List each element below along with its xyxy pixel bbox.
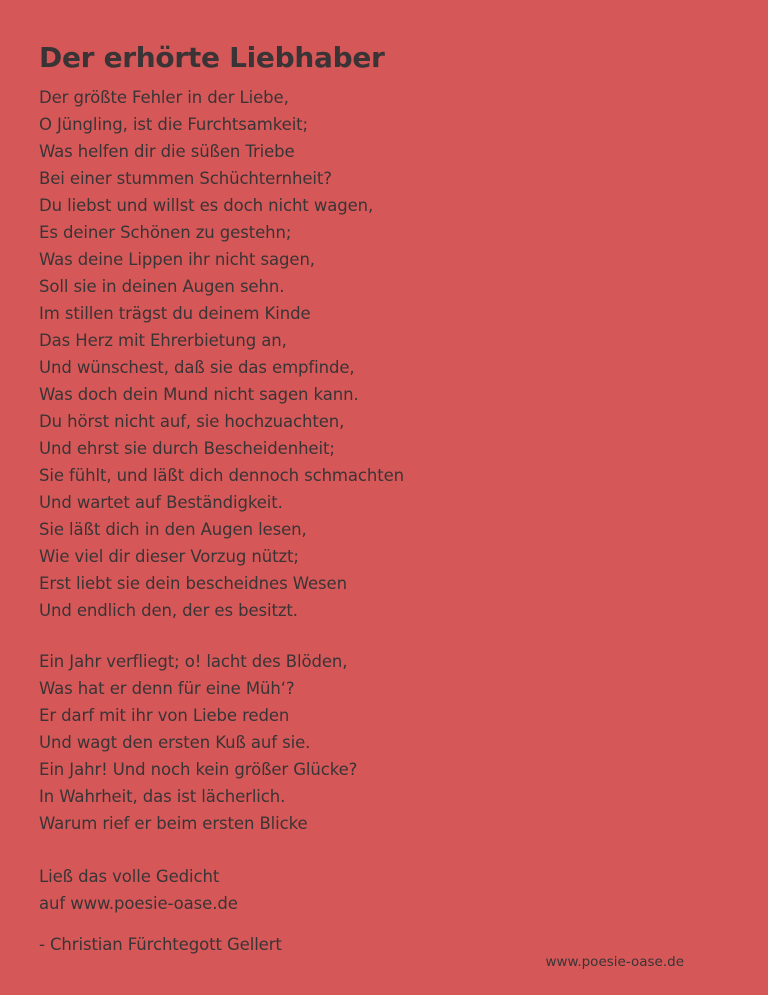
poem-line: Und wartet auf Beständigkeit. (39, 493, 283, 512)
poem-line: Erst liebt sie dein bescheidnes Wesen (39, 574, 347, 593)
poem-line: Du hörst nicht auf, sie hochzuachten, (39, 412, 345, 431)
poem-line: Soll sie in deinen Augen sehn. (39, 277, 285, 296)
poem-line: Und wünschest, daß sie das empfinde, (39, 358, 355, 377)
site-watermark: www.poesie-oase.de (545, 954, 684, 970)
poem-line: Was deine Lippen ihr nicht sagen, (39, 250, 315, 269)
poem-line: Wie viel dir dieser Vorzug nützt; (39, 547, 299, 566)
poem-author: - Christian Fürchtegott Gellert (39, 935, 282, 954)
poem-line: Und endlich den, der es besitzt. (39, 601, 298, 620)
poem-line: Im stillen trägst du deinem Kinde (39, 304, 311, 323)
poem-line: Er darf mit ihr von Liebe reden (39, 706, 290, 725)
poem-line: Und ehrst sie durch Bescheidenheit; (39, 439, 335, 458)
poem-line: Was helfen dir die süßen Triebe (39, 142, 295, 161)
stanza-2 (39, 648, 357, 837)
poem-line: Was doch dein Mund nicht sagen kann. (39, 385, 359, 404)
read-full-poem-note (39, 863, 238, 917)
poem-line: Und wagt den ersten Kuß auf sie. (39, 733, 311, 752)
poem-line: Es deiner Schönen zu gestehn; (39, 223, 292, 242)
poem-line: Ein Jahr verfliegt; o! lacht des Blöden, (39, 652, 348, 671)
poem-line: Ein Jahr! Und noch kein größer Glücke? (39, 760, 358, 779)
poem-line: Sie fühlt, und läßt dich dennoch schmachten (39, 466, 405, 485)
poem-line: In Wahrheit, das ist lächerlich. (39, 787, 286, 806)
poem-line: Warum rief er beim ersten Blicke (39, 814, 308, 833)
read-full-poem-line-2: auf www.poesie-oase.de (39, 894, 238, 913)
poem-line: Sie läßt dich in den Augen lesen, (39, 520, 307, 539)
poem-line: Der größte Fehler in der Liebe, (39, 88, 289, 107)
stanza-1 (39, 84, 404, 624)
poem-line: Das Herz mit Ehrerbietung an, (39, 331, 287, 350)
poem-line: Du liebst und willst es doch nicht wagen, (39, 196, 374, 215)
read-full-poem-line-1: Ließ das volle Gedicht (39, 867, 220, 886)
poem-title: Der erhörte Liebhaber (39, 41, 385, 74)
poem-line: Was hat er denn für eine Müh‘? (39, 679, 295, 698)
poem-line: O Jüngling, ist die Furchtsamkeit; (39, 115, 309, 134)
poem-line: Bei einer stummen Schüchternheit? (39, 169, 332, 188)
